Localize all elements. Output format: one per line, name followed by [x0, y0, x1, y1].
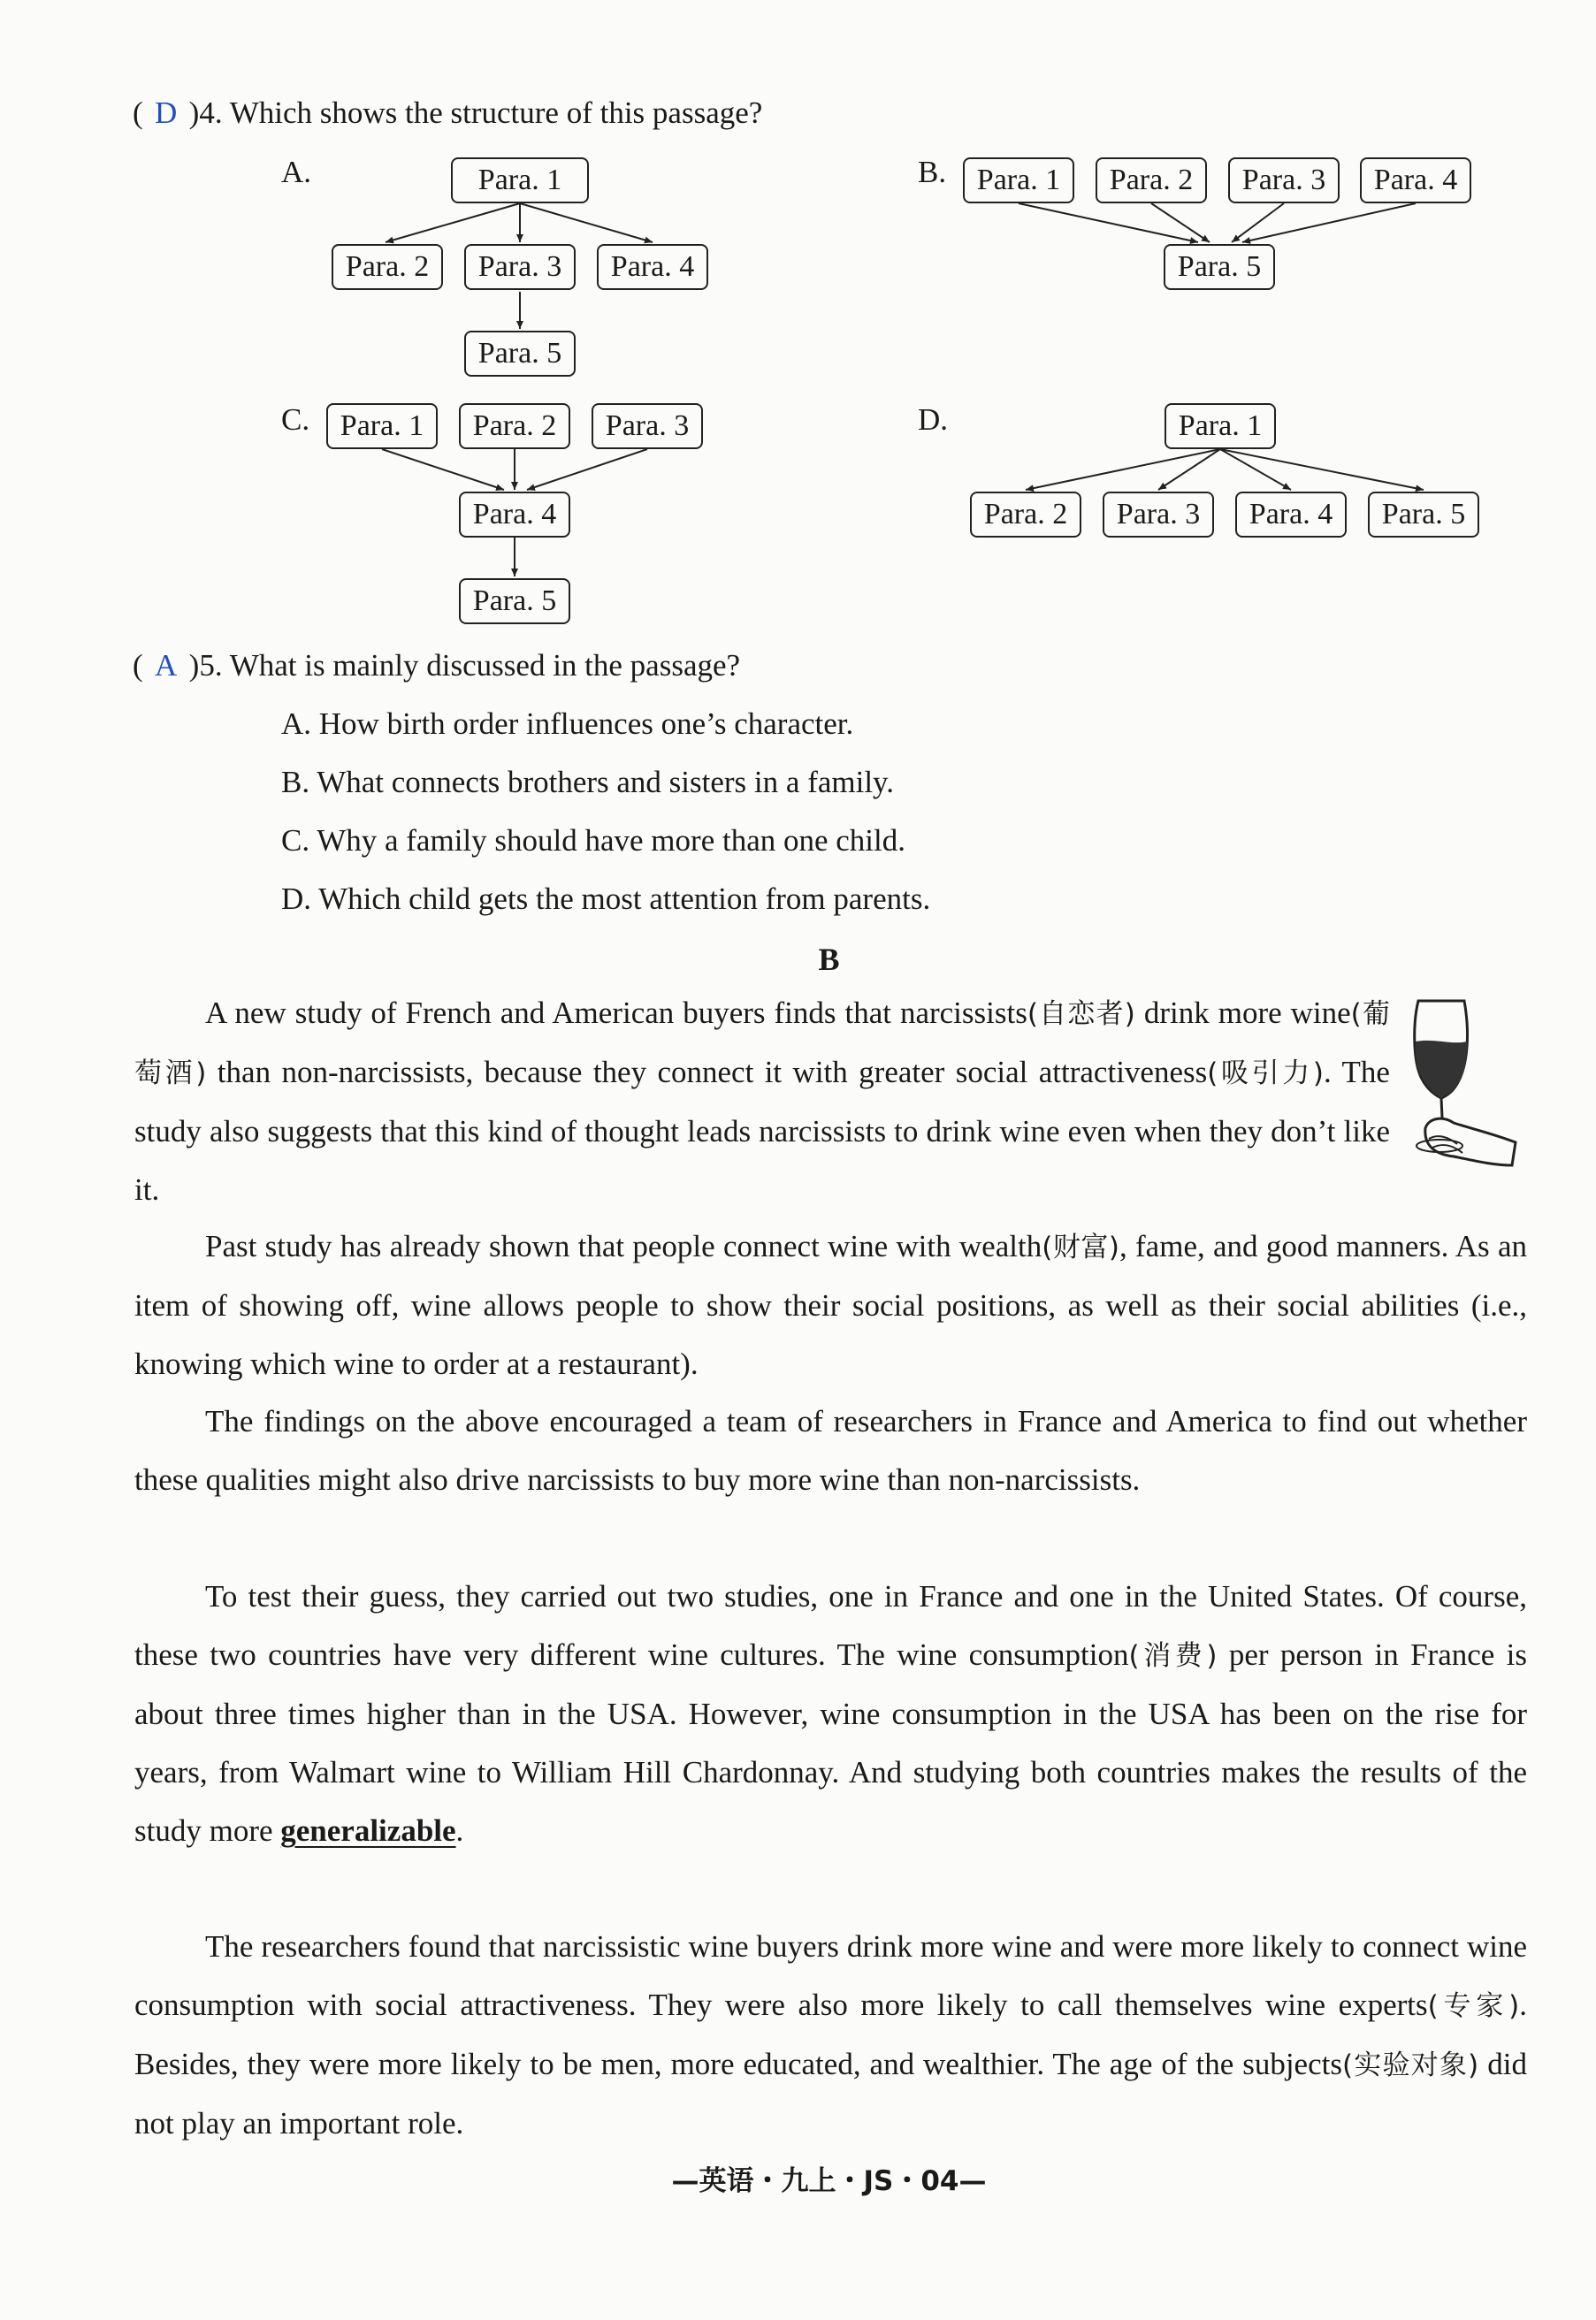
question-number: 5.	[199, 648, 223, 683]
option-a-letter: A.	[281, 155, 312, 189]
option-a-box-para-2: Para. 2	[332, 244, 443, 290]
arrow-b-1-5	[1019, 203, 1198, 242]
option-d-box-para-1: Para. 1	[1165, 403, 1276, 449]
question-text: What is mainly discussed in the passage?	[229, 648, 741, 683]
answer-q4: D	[155, 95, 178, 130]
option-d-box-para-4: Para. 4	[1235, 492, 1347, 538]
arrow-b-3-5	[1232, 203, 1284, 242]
arrow-b-4-5	[1242, 203, 1416, 242]
page-footer: —英语・九上・JS・04—	[671, 2165, 987, 2197]
arrow-a-1-4	[520, 203, 653, 242]
option-a-box-para-5: Para. 5	[464, 331, 576, 377]
arrow-d-1-2	[1026, 449, 1220, 490]
passage-paragraph-3: The findings on the above encouraged a team of researchers in France and America to find out whether these qualities might also drive narcissists to buy more wine than non-narcissists.	[134, 1404, 1527, 1497]
wine-glass-illustration	[1408, 996, 1523, 1181]
question-number: 4.	[199, 95, 223, 130]
q5-choice-d: D. Which child gets the most attention from parents.	[281, 881, 931, 916]
question-text: Which shows the structure of this passage?	[229, 95, 763, 130]
arrow-d-1-4	[1220, 449, 1291, 490]
paren-close: )	[188, 95, 200, 130]
option-a-box-para-4: Para. 4	[597, 244, 708, 290]
option-a-box-para-3: Para. 3	[464, 244, 576, 290]
answer-q5: A	[155, 648, 178, 683]
option-c-box-para-4: Para. 4	[459, 492, 570, 538]
option-c-box-para-1: Para. 1	[326, 403, 438, 449]
option-b-letter: B.	[918, 155, 947, 189]
arrow-c-1-4	[382, 449, 504, 490]
option-d-letter: D.	[918, 402, 949, 437]
option-d-box-para-3: Para. 3	[1103, 492, 1214, 538]
q5-choice-c: C. Why a family should have more than one child.	[281, 823, 905, 858]
question-5	[133, 646, 740, 685]
passage-paragraph-4: To test their guess, they carried out two studies, one in France and one in the United States. Of course, these two countries have very different wine cultures. The wine consumption(消费) per person in France is about three times higher than in the USA. However, wine consumption in the USA has been on the rise for years, from Walmart wine to William Hill Chardonnay. And studying both countries makes the results of the study more generalizable.	[134, 1579, 1528, 1848]
option-c-letter: C.	[281, 402, 310, 437]
option-d-box-para-2: Para. 2	[970, 492, 1081, 538]
passage-paragraph-1: A new study of French and American buyers finds that narcissists(自恋者) drink more wine(葡萄酒) than non-narcissists, because they connect it with greater social attractiveness(吸引力). The study also suggests that this kind of thought leads narcissists to drink wine even when they don’t like it.	[134, 996, 1390, 1207]
arrow-a-1-2	[386, 203, 520, 242]
option-b-box-para-3: Para. 3	[1228, 157, 1340, 203]
arrow-c-3-4	[527, 449, 647, 490]
q5-choice-a: A. How birth order influences one’s character.	[281, 706, 854, 741]
arrow-b-2-5	[1151, 203, 1210, 242]
paren-close: )	[188, 648, 200, 683]
option-b-box-para-1: Para. 1	[963, 157, 1074, 203]
option-c-box-para-2: Para. 2	[459, 403, 570, 449]
option-d-box-para-5: Para. 5	[1368, 492, 1479, 538]
passage-paragraph-5: The researchers found that narcissistic wine buyers drink more wine and were more likely to connect wine consumption with social attractiveness. They were also more likely to call themselves wine experts(专家). Besides, they were more likely to be men, more educated, and wealthier. The age of the subjects(实验对象) did not play an important role.	[134, 1929, 1527, 2141]
arrow-d-1-5	[1220, 449, 1424, 490]
option-a-box-para-1: Para. 1	[451, 157, 589, 203]
passage-paragraph-2: Past study has already shown that people connect wine with wealth(财富), fame, and good manners. As an item of showing off, wine allows people to show their social positions, as well as their social abilities (i.e., knowing which wine to order at a restaurant).	[134, 1229, 1527, 1381]
underlined-word: generalizable	[280, 1813, 456, 1848]
option-c-box-para-5: Para. 5	[459, 578, 570, 624]
option-c-box-para-3: Para. 3	[592, 403, 703, 449]
paren-open: (	[133, 648, 143, 683]
paren-open: (	[133, 95, 143, 130]
option-b-box-para-2: Para. 2	[1096, 157, 1207, 203]
q5-choice-b: B. What connects brothers and sisters in a family.	[281, 765, 895, 799]
structure-diagram-arrows	[0, 0, 1596, 637]
section-b-heading: B	[818, 942, 840, 977]
option-b-box-para-5: Para. 5	[1164, 244, 1275, 290]
option-b-box-para-4: Para. 4	[1360, 157, 1471, 203]
